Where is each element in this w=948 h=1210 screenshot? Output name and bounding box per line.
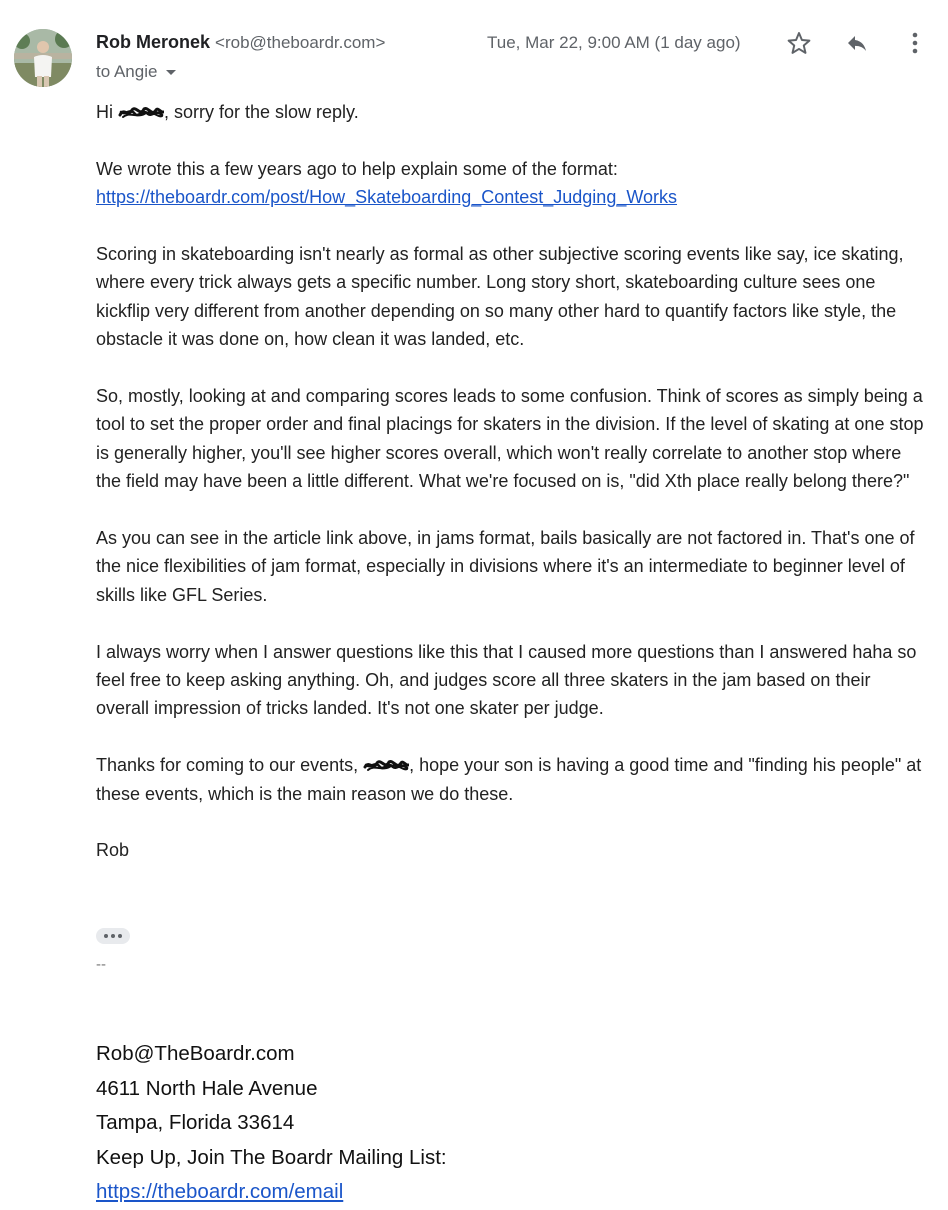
paragraph-article (96, 155, 926, 212)
sender-name[interactable]: Rob Meronek (96, 32, 211, 52)
star-button[interactable] (784, 28, 814, 58)
paragraph-comparing-scores: So, mostly, looking at and comparing scores leads to some confusion. Think of scores as simply being a tool to set the proper order and final placings for skaters in the division. If the level of skating at one stop is generally higher, you'll see higher scores overall, which won't really correlate to another stop where the field may have been a little different. What we're focused on is, "did Xth place really belong there?" (96, 386, 924, 492)
sender-avatar[interactable] (14, 29, 72, 87)
signature-email: Rob@TheBoardr.com (96, 1042, 295, 1065)
dot-icon (104, 934, 108, 938)
greeting-paragraph (96, 98, 926, 126)
signature-block (96, 1037, 447, 1210)
article-intro-text: We wrote this a few years ago to help explain some of the format: (96, 158, 618, 179)
sender-email: <rob@theboardr.com> (215, 33, 386, 52)
message-header (0, 0, 948, 95)
sender-line (96, 32, 385, 53)
reply-icon (843, 31, 871, 55)
paragraph-jam-format: As you can see in the article link above, in jams format, bails basically are not factored in. That's one of the nice flexibilities of jam format, especially in divisions where it's an intermediate to beginner level of skills like GFL Series. (96, 528, 915, 605)
redacted-name-scribble (363, 756, 409, 774)
redacted-name-scribble (118, 103, 164, 121)
message-date: Tue, Mar 22, 9:00 AM (1 day ago) (487, 33, 741, 52)
message-body (96, 98, 926, 893)
signature-address-line2: Tampa, Florida 33614 (96, 1111, 295, 1135)
recipient-line (96, 62, 176, 82)
thanks-prefix: Thanks for coming to our events, (96, 755, 364, 776)
mailing-list-link[interactable]: https://theboardr.com/email (96, 1180, 344, 1204)
paragraph-scoring: Scoring in skateboarding isn't nearly as formal as other subjective scoring events like say, ice skating, where every trick always gets a specific number. Long story short, skateboarding culture sees one kickflip very different from another depending on so many other hard to quantify factors like style, the obstacle it was done on, how clean it was landed, etc. (96, 244, 904, 350)
article-link[interactable]: https://theboardr.com/post/How_Skateboarding_Contest_Judging_Works (96, 187, 678, 208)
signature-address-line1: 4611 North Hale Avenue (96, 1076, 318, 1100)
closing-name: Rob (96, 840, 130, 861)
avatar-photo (14, 29, 72, 87)
paragraph-questions: I always worry when I answer questions like this that I caused more questions than I answered haha so feel free to keep asking anything. Oh, and judges score all three skaters in the jam based on their overall impression of tricks landed. It's not one skater per judge. (96, 641, 917, 719)
paragraph-thanks (96, 751, 926, 808)
greeting-prefix: Hi (96, 102, 118, 122)
more-options-button[interactable] (900, 28, 930, 58)
star-icon (786, 30, 812, 56)
dot-icon (111, 934, 115, 938)
signature-separator: -- (96, 956, 106, 973)
signature-cta: Keep Up, Join The Boardr Mailing List: (96, 1145, 447, 1169)
show-trimmed-content-button[interactable] (96, 928, 130, 944)
thanks-suffix: , hope your son is having a good time and "finding his people" at these events, which is the main reason we do these. (96, 755, 922, 804)
reply-button[interactable] (842, 28, 872, 58)
more-vert-icon (911, 31, 919, 55)
chevron-down-icon[interactable] (166, 70, 176, 75)
recipient-label: to Angie (96, 62, 158, 81)
dot-icon (118, 934, 122, 938)
greeting-suffix: , sorry for the slow reply. (164, 102, 359, 122)
